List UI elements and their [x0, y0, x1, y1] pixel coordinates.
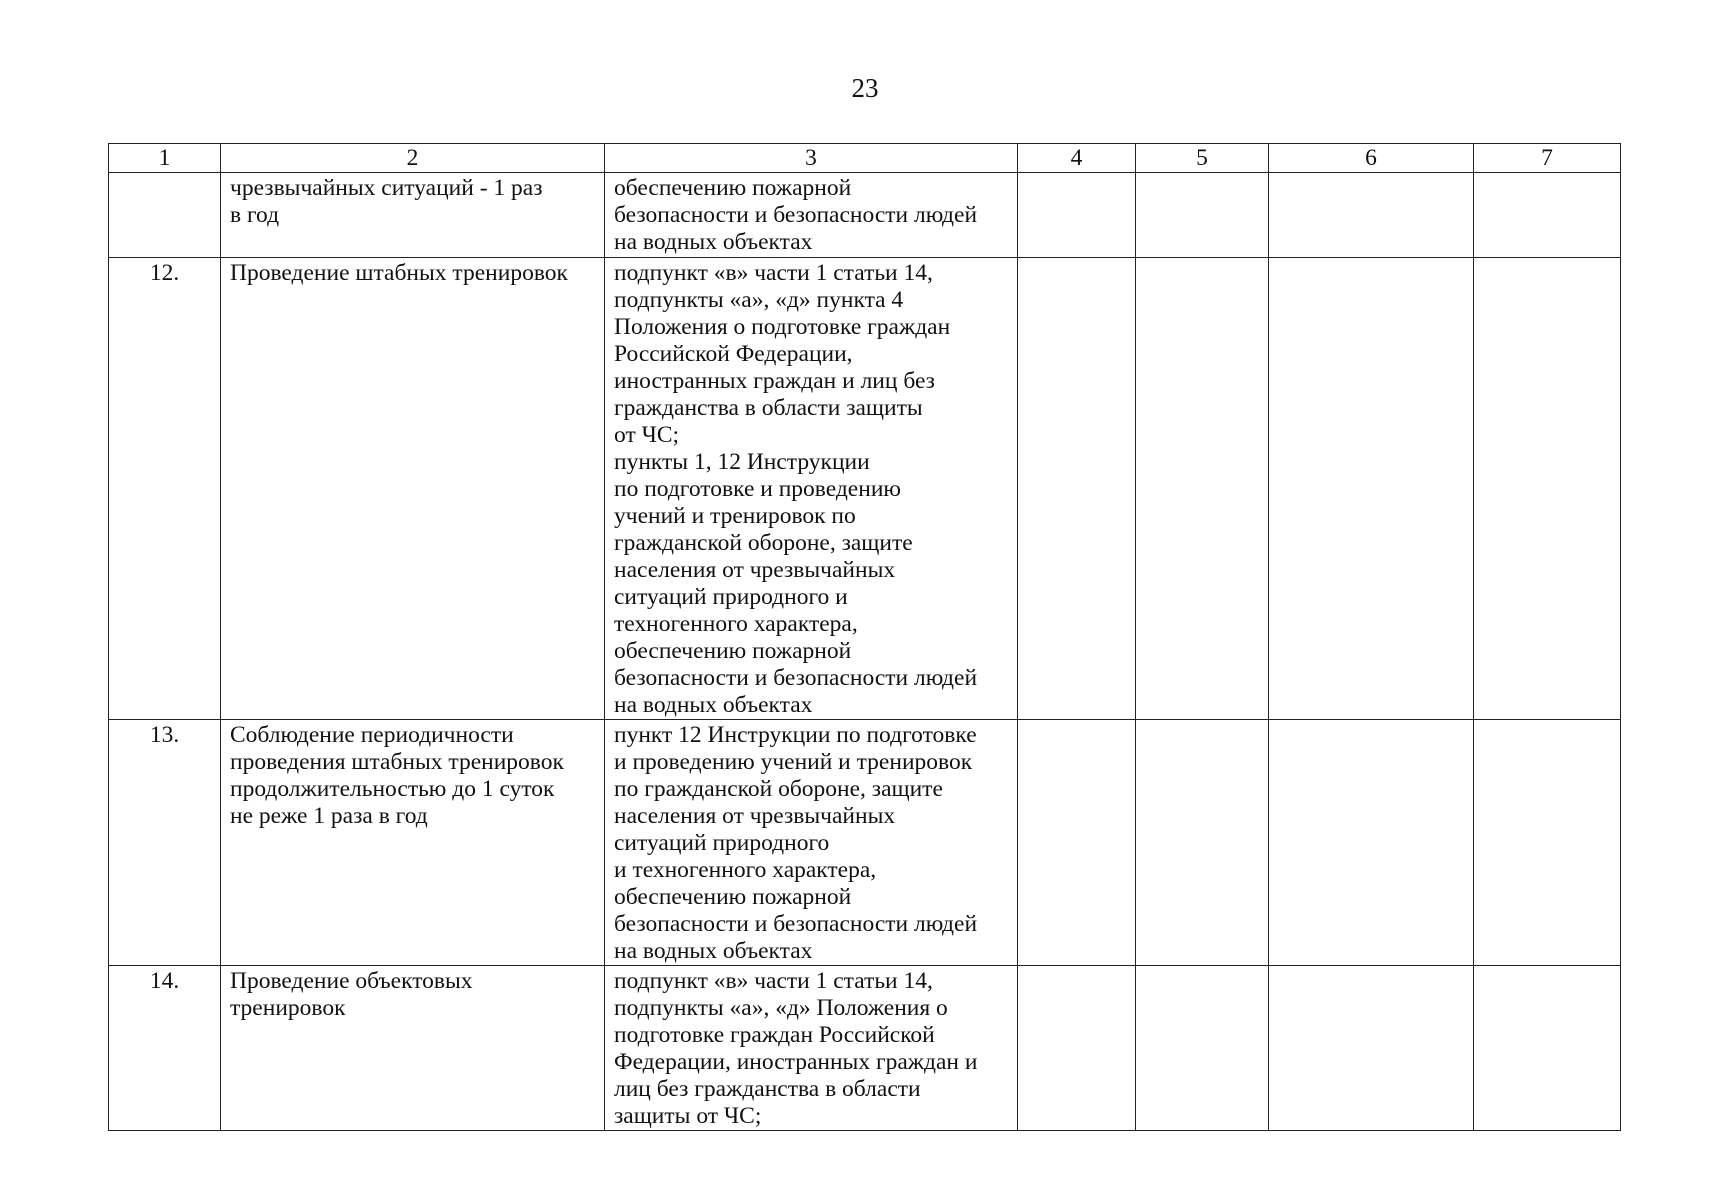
- header-row: [109, 144, 1621, 173]
- row-number: 13.: [109, 720, 221, 966]
- column-header: 4: [1018, 144, 1136, 173]
- row-number: [109, 173, 221, 258]
- table-cell: [1269, 173, 1474, 258]
- table-cell: [1269, 966, 1474, 1131]
- reference-cell: обеспечению пожарной безопасности и безопасности людей на водных объектах: [605, 173, 1018, 258]
- table-row: [109, 173, 1621, 258]
- table-cell: [1018, 173, 1136, 258]
- row-number: 14.: [109, 966, 221, 1131]
- inspection-table: [108, 143, 1621, 1131]
- requirement-cell: Проведение штабных тренировок: [221, 258, 605, 720]
- table-cell: [1474, 720, 1621, 966]
- table-row: [109, 966, 1621, 1131]
- page-number: 23: [851, 73, 879, 103]
- column-header: 5: [1136, 144, 1269, 173]
- reference-cell: подпункт «в» части 1 статьи 14, подпункты «а», «д» пункта 4 Положения о подготовке граждан Российской Федерации, иностранных граждан и лиц без гражданства в области защиты от ЧС; пункты 1, 12 Инструкции по подготовке и проведению учений и тренировок по гражданской обороне, защите населения от чрезвычайных ситуаций природного и техногенного характера, обеспечению пожарной безопасности и безопасности людей на водных объектах: [605, 258, 1018, 720]
- table-cell: [1474, 966, 1621, 1131]
- column-header: 6: [1269, 144, 1474, 173]
- reference-cell: подпункт «в» части 1 статьи 14, подпункты «а», «д» Положения о подготовке граждан Российской Федерации, иностранных граждан и лиц без гражданства в области защиты от ЧС;: [605, 966, 1018, 1131]
- row-number: 12.: [109, 258, 221, 720]
- table-cell: [1018, 258, 1136, 720]
- table-cell: [1136, 720, 1269, 966]
- requirement-cell: Проведение объектовых тренировок: [221, 966, 605, 1131]
- table-row: [109, 720, 1621, 966]
- table-cell: [1136, 173, 1269, 258]
- table-cell: [1136, 966, 1269, 1131]
- reference-cell: пункт 12 Инструкции по подготовке и проведению учений и тренировок по гражданской обороне, защите населения от чрезвычайных ситуаций природного и техногенного характера, обеспечению пожарной безопасности и безопасности людей на водных объектах: [605, 720, 1018, 966]
- table-cell: [1269, 258, 1474, 720]
- column-header: 3: [605, 144, 1018, 173]
- table-row: [109, 258, 1621, 720]
- table-cell: [1136, 258, 1269, 720]
- requirement-cell: чрезвычайных ситуаций - 1 раз в год: [221, 173, 605, 258]
- column-header: 1: [109, 144, 221, 173]
- table-cell: [1474, 258, 1621, 720]
- requirement-cell: Соблюдение периодичности проведения штабных тренировок продолжительностью до 1 суток не реже 1 раза в год: [221, 720, 605, 966]
- table-cell: [1018, 720, 1136, 966]
- table-cell: [1474, 173, 1621, 258]
- table-cell: [1018, 966, 1136, 1131]
- column-header: 7: [1474, 144, 1621, 173]
- column-header: 2: [221, 144, 605, 173]
- table-cell: [1269, 720, 1474, 966]
